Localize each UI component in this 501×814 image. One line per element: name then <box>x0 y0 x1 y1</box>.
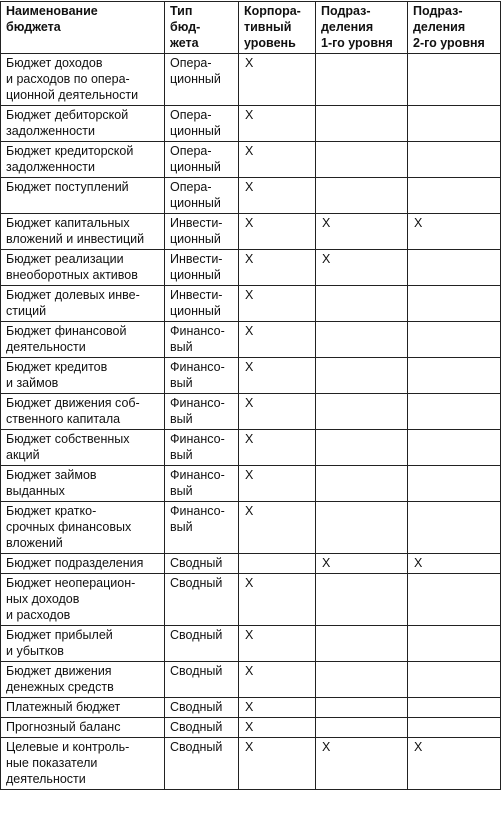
budget-name-cell: Бюджет реализации внеоборотных активов <box>1 250 165 286</box>
level-1-mark <box>316 358 408 394</box>
header-level-1: Подраз- деления 1-го уровня <box>316 2 408 54</box>
level-1-mark <box>316 286 408 322</box>
budget-table <box>0 1 501 790</box>
table-row <box>1 502 501 554</box>
level-1-mark <box>316 662 408 698</box>
corporate-level-mark: X <box>239 214 316 250</box>
level-2-mark <box>408 358 501 394</box>
corporate-level-mark: X <box>239 502 316 554</box>
level-2-mark <box>408 698 501 718</box>
corporate-level-mark: X <box>239 626 316 662</box>
level-1-mark: X <box>316 554 408 574</box>
budget-name-cell: Бюджет дебиторской задолженности <box>1 106 165 142</box>
table-row <box>1 662 501 698</box>
budget-type-cell: Финансо- вый <box>165 430 239 466</box>
budget-type-cell: Финансо- вый <box>165 394 239 430</box>
table-row <box>1 466 501 502</box>
budget-type-cell: Опера- ционный <box>165 178 239 214</box>
level-1-mark <box>316 718 408 738</box>
budget-name-cell: Бюджет прибылей и убытков <box>1 626 165 662</box>
table-row <box>1 718 501 738</box>
table-row <box>1 178 501 214</box>
table-row <box>1 286 501 322</box>
budget-type-cell: Инвести- ционный <box>165 250 239 286</box>
level-2-mark: X <box>408 554 501 574</box>
level-2-mark <box>408 394 501 430</box>
budget-name-cell: Бюджет долевых инве- стиций <box>1 286 165 322</box>
corporate-level-mark: X <box>239 178 316 214</box>
level-2-mark <box>408 502 501 554</box>
table-row <box>1 626 501 662</box>
level-1-mark <box>316 54 408 106</box>
corporate-level-mark: X <box>239 430 316 466</box>
budget-name-cell: Бюджет финансовой деятельности <box>1 322 165 358</box>
budget-type-cell: Сводный <box>165 574 239 626</box>
level-2-mark <box>408 106 501 142</box>
level-1-mark <box>316 502 408 554</box>
budget-type-cell: Финансо- вый <box>165 466 239 502</box>
level-2-mark <box>408 178 501 214</box>
table-row <box>1 698 501 718</box>
table-row <box>1 54 501 106</box>
level-1-mark <box>316 430 408 466</box>
budget-type-cell: Сводный <box>165 626 239 662</box>
table-row <box>1 574 501 626</box>
budget-name-cell: Бюджет доходов и расходов по опера- ционной деятельности <box>1 54 165 106</box>
level-1-mark: X <box>316 738 408 790</box>
corporate-level-mark: X <box>239 250 316 286</box>
budget-name-cell: Прогнозный баланс <box>1 718 165 738</box>
budget-type-cell: Сводный <box>165 718 239 738</box>
corporate-level-mark: X <box>239 662 316 698</box>
budget-name-cell: Целевые и контроль- ные показатели деятельности <box>1 738 165 790</box>
budget-name-cell: Бюджет неоперацион- ных доходов и расходов <box>1 574 165 626</box>
table-body <box>1 54 501 790</box>
table-row <box>1 214 501 250</box>
corporate-level-mark: X <box>239 286 316 322</box>
corporate-level-mark: X <box>239 738 316 790</box>
level-1-mark <box>316 106 408 142</box>
budget-name-cell: Бюджет собственных акций <box>1 430 165 466</box>
corporate-level-mark: X <box>239 466 316 502</box>
level-2-mark <box>408 626 501 662</box>
level-2-mark <box>408 54 501 106</box>
budget-type-cell: Инвести- ционный <box>165 286 239 322</box>
level-2-mark <box>408 430 501 466</box>
corporate-level-mark: X <box>239 718 316 738</box>
level-2-mark <box>408 718 501 738</box>
budget-name-cell: Бюджет кратко- срочных финансовых вложений <box>1 502 165 554</box>
budget-type-cell: Сводный <box>165 738 239 790</box>
level-1-mark <box>316 178 408 214</box>
table-row <box>1 142 501 178</box>
level-1-mark <box>316 394 408 430</box>
level-2-mark <box>408 142 501 178</box>
level-2-mark: X <box>408 214 501 250</box>
budget-type-cell: Финансо- вый <box>165 322 239 358</box>
level-1-mark: X <box>316 214 408 250</box>
level-2-mark <box>408 286 501 322</box>
corporate-level-mark: X <box>239 574 316 626</box>
corporate-level-mark <box>239 554 316 574</box>
table-row <box>1 394 501 430</box>
corporate-level-mark: X <box>239 322 316 358</box>
budget-type-cell: Сводный <box>165 698 239 718</box>
budget-type-cell: Сводный <box>165 662 239 698</box>
budget-name-cell: Бюджет займов выданных <box>1 466 165 502</box>
table-row <box>1 322 501 358</box>
table-row <box>1 358 501 394</box>
table-row <box>1 250 501 286</box>
budget-type-cell: Финансо- вый <box>165 358 239 394</box>
corporate-level-mark: X <box>239 698 316 718</box>
level-2-mark <box>408 322 501 358</box>
header-budget-name: Наименование бюджета <box>1 2 165 54</box>
level-2-mark: X <box>408 738 501 790</box>
corporate-level-mark: X <box>239 54 316 106</box>
corporate-level-mark: X <box>239 142 316 178</box>
corporate-level-mark: X <box>239 358 316 394</box>
level-1-mark <box>316 142 408 178</box>
budget-name-cell: Бюджет движения соб- ственного капитала <box>1 394 165 430</box>
budget-name-cell: Платежный бюджет <box>1 698 165 718</box>
table-row <box>1 430 501 466</box>
table-row <box>1 106 501 142</box>
level-1-mark <box>316 322 408 358</box>
budget-type-cell: Опера- ционный <box>165 106 239 142</box>
budget-type-cell: Инвести- ционный <box>165 214 239 250</box>
budget-name-cell: Бюджет движения денежных средств <box>1 662 165 698</box>
budget-type-cell: Сводный <box>165 554 239 574</box>
header-corporate-level: Корпора- тивный уровень <box>239 2 316 54</box>
budget-type-cell: Опера- ционный <box>165 142 239 178</box>
header-row <box>1 2 501 54</box>
corporate-level-mark: X <box>239 106 316 142</box>
level-2-mark <box>408 250 501 286</box>
table-row <box>1 738 501 790</box>
budget-type-cell: Опера- ционный <box>165 54 239 106</box>
level-2-mark <box>408 662 501 698</box>
level-1-mark <box>316 574 408 626</box>
table-row <box>1 554 501 574</box>
budget-name-cell: Бюджет кредитов и займов <box>1 358 165 394</box>
level-1-mark <box>316 698 408 718</box>
corporate-level-mark: X <box>239 394 316 430</box>
header-budget-type: Тип бюд- жета <box>165 2 239 54</box>
budget-name-cell: Бюджет кредиторской задолженности <box>1 142 165 178</box>
level-1-mark: X <box>316 250 408 286</box>
header-level-2: Подраз- деления 2-го уровня <box>408 2 501 54</box>
level-1-mark <box>316 466 408 502</box>
budget-name-cell: Бюджет поступлений <box>1 178 165 214</box>
budget-type-cell: Финансо- вый <box>165 502 239 554</box>
level-2-mark <box>408 466 501 502</box>
budget-name-cell: Бюджет подразделения <box>1 554 165 574</box>
level-2-mark <box>408 574 501 626</box>
level-1-mark <box>316 626 408 662</box>
budget-name-cell: Бюджет капитальных вложений и инвестиций <box>1 214 165 250</box>
